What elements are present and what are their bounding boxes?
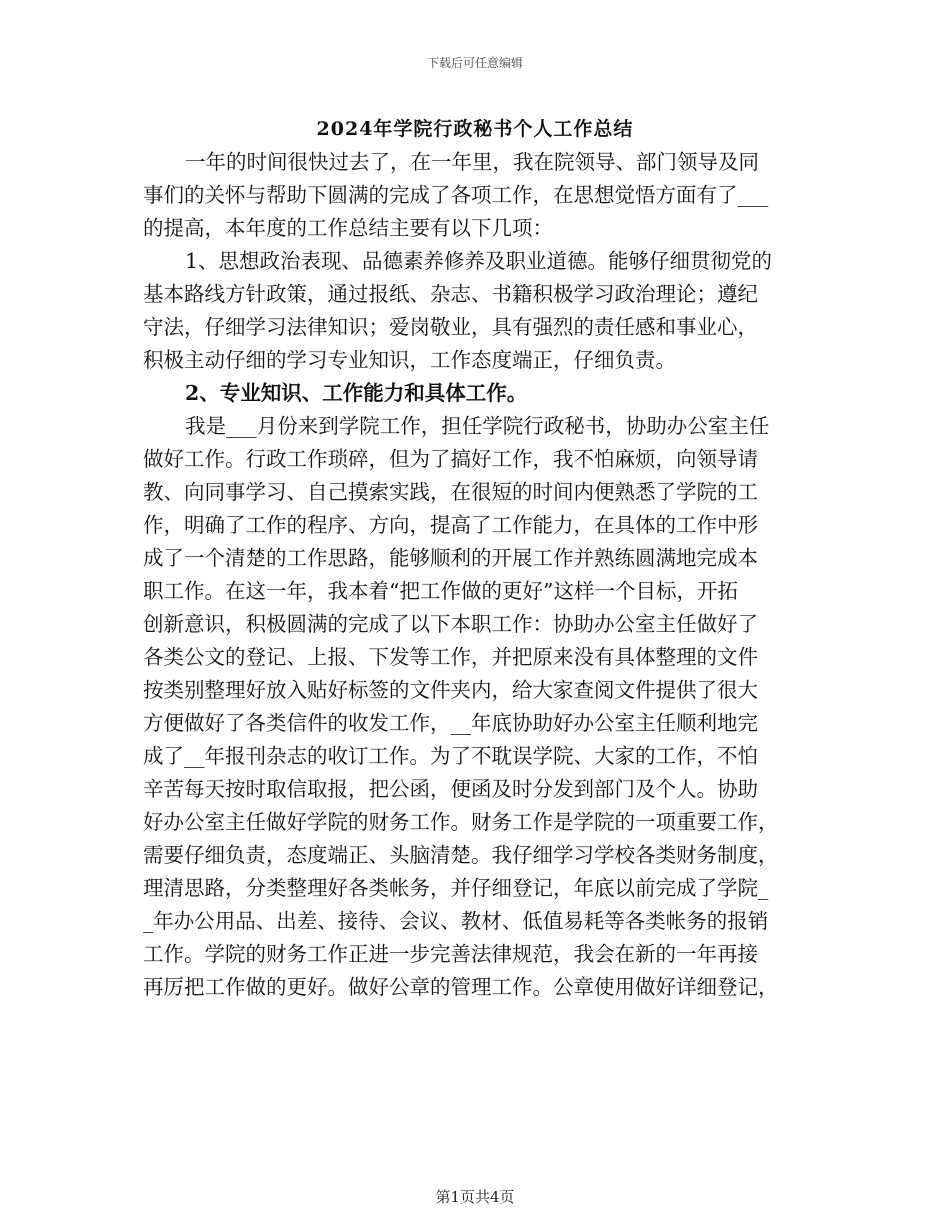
paragraph-line: 2、专业知识、工作能力和具体工作。 (185, 381, 528, 405)
paragraph-line: 创新意识，积极圆满的完成了以下本职工作：协助办公室主任做好了 (143, 612, 758, 636)
paragraph-line: 按类别整理好放入贴好标签的文件夹内，给大家查阅文件提供了很大 (143, 678, 758, 702)
document-title: 2024年学院行政秘书个人工作总结 (316, 118, 634, 140)
paragraph-line: 我是___月份来到学院工作，担任学院行政秘书，协助办公室主任 (185, 414, 770, 438)
paragraph-line: 再厉把工作做的更好。做好公章的管理工作。公章使用做好详细登记， (143, 975, 779, 999)
paragraph-line: _年办公用品、出差、接待、会议、教材、低值易耗等各类帐务的报销 (143, 909, 769, 933)
paragraph-line: 做好工作。行政工作琐碎，但为了搞好工作，我不怕麻烦，向领导请 (143, 447, 758, 471)
paragraph-line: 的提高，本年度的工作总结主要有以下几项： (143, 216, 553, 240)
paragraph-line: 需要仔细负责，态度端正、头脑清楚。我仔细学习学校各类财务制度， (143, 843, 779, 867)
document-body (143, 146, 808, 1004)
paragraph-line: 一年的时间很快过去了，在一年里，我在院领导、部门领导及同 (185, 150, 759, 174)
header-note: 下载后可任意编辑 (426, 56, 523, 70)
page-number: 第1页共4页 (435, 1188, 515, 1206)
paragraph-line: 作，明确了工作的程序、方向，提高了工作能力，在具体的工作中形 (143, 513, 758, 537)
paragraph-line: 工作。学院的财务工作正进一步完善法律规范，我会在新的一年再接 (143, 942, 758, 966)
paragraph-line: 理清思路，分类整理好各类帐务，并仔细登记，年底以前完成了学院_ (143, 876, 769, 900)
paragraph-line: 积极主动仔细的学习专业知识，工作态度端正，仔细负责。 (143, 348, 676, 372)
paragraph-line: 1、思想政治表现、品德素养修养及职业道德。能够仔细贯彻党的 (185, 249, 773, 273)
paragraph-line: 好办公室主任做好学院的财务工作。财务工作是学院的一项重要工作， (143, 810, 779, 834)
paragraph-line: 职工作。在这一年，我本着“把工作做的更好”这样一个目标，开拓 (143, 579, 738, 603)
paragraph-line: 成了一个清楚的工作思路，能够顺利的开展工作并熟练圆满地完成本 (143, 546, 758, 570)
paragraph-line: 辛苦每天按时取信取报，把公函，便函及时分发到部门及个人。协助 (143, 777, 758, 801)
paragraph-line: 事们的关怀与帮助下圆满的完成了各项工作，在思想觉悟方面有了___ (143, 183, 769, 207)
paragraph-line: 成了__年报刊杂志的收订工作。为了不耽误学院、大家的工作，不怕 (143, 744, 758, 768)
paragraph-line: 各类公文的登记、上报、下发等工作，并把原来没有具体整理的文件 (143, 645, 758, 669)
paragraph-line: 基本路线方针政策，通过报纸、杂志、书籍积极学习政治理论；遵纪 (143, 282, 758, 306)
paragraph-line: 方便做好了各类信件的收发工作，__年底协助好办公室主任顺利地完 (143, 711, 758, 735)
paragraph-line: 教、向同事学习、自己摸索实践，在很短的时间内便熟悉了学院的工 (143, 480, 758, 504)
paragraph-line: 守法，仔细学习法律知识；爱岗敬业，具有强烈的责任感和事业心， (143, 315, 758, 339)
